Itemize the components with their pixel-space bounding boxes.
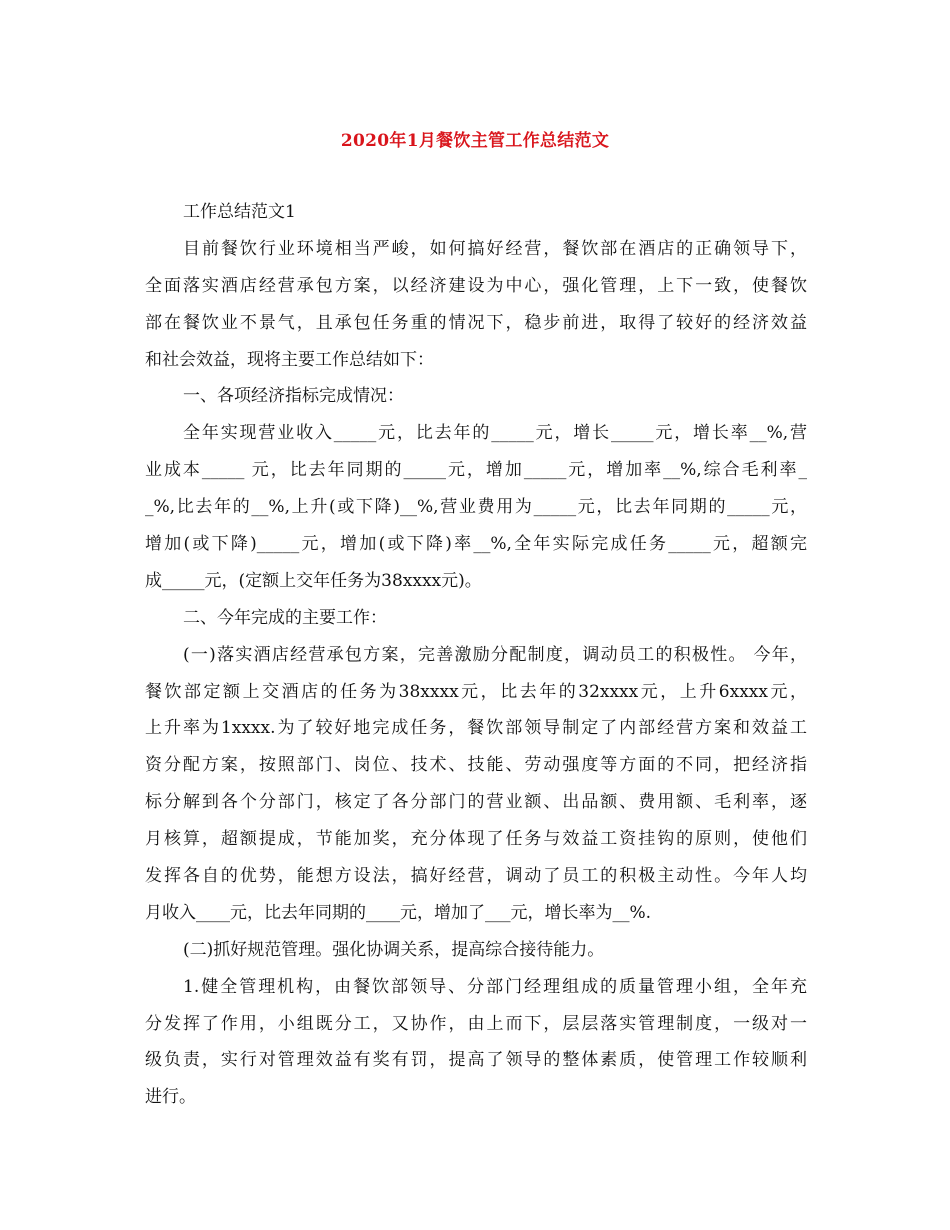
body-line: 分发挥了作用，小组既分工，又协作，由上而下，层层落实管理制度，一级对一 (145, 1013, 807, 1034)
body-line: 成_____元，(定额上交年任务为38xxxx元)。 (145, 570, 482, 591)
body-line: 级负责，实行对管理效益有奖有罚，提高了领导的整体素质，使管理工作较顺利 (145, 1050, 807, 1071)
document-body (145, 194, 807, 1116)
body-line: 进行。 (145, 1087, 196, 1108)
body-line: (一)落实酒店经营承包方案，完善激励分配制度，调动员工的积极性。 今年， (183, 644, 807, 665)
body-line: 上升率为1xxxx.为了较好地完成任务，餐饮部领导制定了内部经营方案和效益工 (145, 718, 807, 739)
body-line: 一、各项经济指标完成情况： (183, 386, 404, 407)
body-line: _%,比去年的__%,上升(或下降)__%,营业费用为_____元，比去年同期的_____元， (145, 497, 807, 518)
body-line: 资分配方案，按照部门、岗位、技术、技能、劳动强度等方面的不同，把经济指 (145, 755, 807, 776)
body-line: 月核算，超额提成，节能加奖，充分体现了任务与效益工资挂钩的原则，使他们 (145, 829, 807, 850)
body-line: 目前餐饮行业环境相当严峻，如何搞好经营，餐饮部在酒店的正确领导下， (183, 238, 807, 259)
body-line: 标分解到各个分部门，核定了各分部门的营业额、出品额、费用额、毛利率，逐 (145, 792, 807, 813)
body-line: 部在餐饮业不景气，且承包任务重的情况下，稳步前进，取得了较好的经济效益 (145, 312, 807, 333)
body-line: (二)抓好规范管理。强化协调关系，提高综合接待能力。 (183, 939, 605, 960)
body-line: 增加(或下降)_____元，增加(或下降)率__%,全年实际完成任务_____元，超额完 (145, 534, 807, 555)
body-line: 全面落实酒店经营承包方案，以经济建设为中心，强化管理，上下一致，使餐饮 (145, 275, 807, 296)
body-line: 和社会效益，现将主要工作总结如下： (145, 349, 434, 370)
body-line: 月收入____元，比去年同期的____元，增加了___元，增长率为__%. (145, 902, 652, 923)
body-line: 1.健全管理机构，由餐饮部领导、分部门经理组成的质量管理小组，全年充 (183, 976, 807, 997)
body-line: 全年实现营业收入_____元，比去年的_____元，增长_____元，增长率__%,营 (183, 423, 807, 444)
body-line: 工作总结范文1 (183, 202, 296, 222)
document-title: 2020年1月餐饮主管工作总结范文 (340, 131, 610, 151)
body-line: 餐饮部定额上交酒店的任务为38xxxx元，比去年的32xxxx元，上升6xxxx元， (145, 681, 807, 702)
body-line: 二、今年完成的主要工作： (183, 607, 387, 628)
body-line: 业成本_____ 元，比去年同期的_____元，增加_____元，增加率__%,综合毛利率_ (145, 460, 807, 481)
body-line: 发挥各自的优势，能想方设法，搞好经营，调动了员工的积极主动性。今年人均 (145, 866, 807, 887)
